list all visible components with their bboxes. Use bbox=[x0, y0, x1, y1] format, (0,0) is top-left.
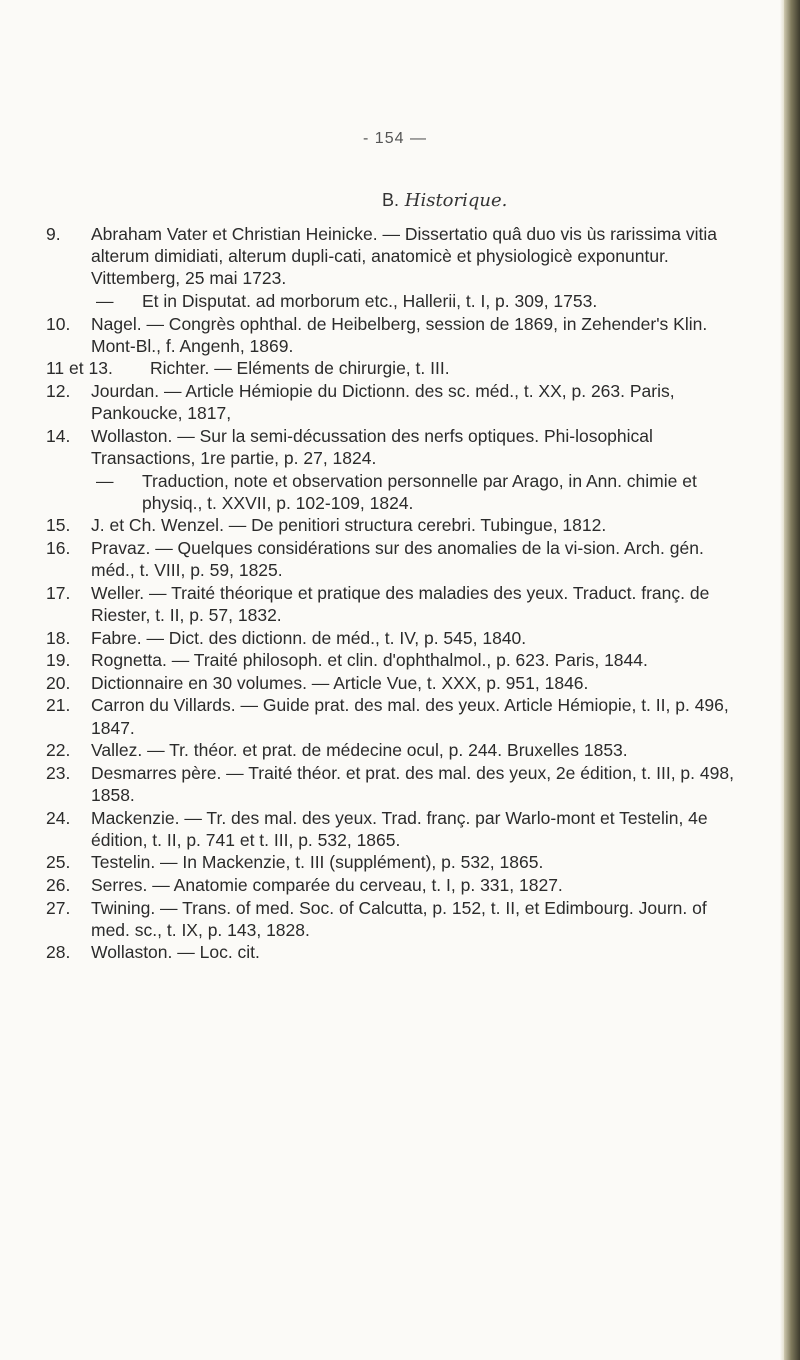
entry-number: 24. bbox=[46, 807, 71, 828]
entry-text: Richter. — Eléments de chirurgie, t. III. bbox=[150, 358, 450, 379]
bib-entry-11-13 bbox=[0, 357, 790, 379]
bib-entry-14-sub bbox=[0, 470, 790, 514]
entry-text: J. et Ch. Wenzel. — De penitiori structura cerebri. Tubingue, 1812. bbox=[91, 515, 607, 536]
entry-number: 19. bbox=[46, 650, 71, 671]
section-label: B. bbox=[382, 190, 400, 210]
section-heading bbox=[382, 190, 507, 211]
entry-text: Abraham Vater et Christian Heinicke. — Dissertatio quâ duo vis ùs rarissima vitia alterum dimidiati, alterum dupli-cati, anatomicè et physiologicè exponuntur. Vittemberg, 25 mai 1723. bbox=[91, 224, 718, 289]
entry-text: Serres. — Anatomie comparée du cerveau, t. I, p. 331, 1827. bbox=[91, 874, 563, 895]
entry-number: 9. bbox=[46, 224, 61, 244]
entry-text: Pravaz. — Quelques considérations sur des anomalies de la vi-sion. Arch. gén. méd., t. VIII, p. 59, 1825. bbox=[91, 537, 704, 581]
entry-number: 11 et 13. bbox=[46, 358, 113, 379]
entry-text: Weller. — Traité théorique et pratique des maladies des yeux. Traduct. franç. de Riester, t. II, p. 57, 1832. bbox=[91, 582, 710, 625]
entry-number: 27. bbox=[46, 897, 71, 918]
entry-number: 20. bbox=[46, 672, 71, 693]
entry-text: Nagel. — Congrès ophthal. de Heibelberg, session de 1869, in Zehender's Klin. Mont-Bl., f. Angenh, 1869. bbox=[91, 313, 708, 356]
entry-text: Twining. — Trans. of med. Soc. of Calcutta, p. 152, t. II, et Edimbourg. Journ. of med. sc., t. IX, p. 143, 1828. bbox=[91, 897, 707, 940]
bib-entry-9-sub bbox=[0, 290, 790, 312]
entry-text: Jourdan. — Article Hémiopie du Dictionn. des sc. méd., t. XX, p. 263. Paris, Pankoucke, 1817, bbox=[91, 380, 675, 424]
entry-number: 16. bbox=[46, 537, 71, 558]
entry-number: 25. bbox=[46, 852, 71, 873]
entry-text: Traduction, note et observation personnelle par Arago, in Ann. chimie et physiq., t. XXVII, p. 102-109, 1824. bbox=[142, 470, 697, 513]
bib-entry-15 bbox=[0, 514, 790, 536]
entry-text: Carron du Villards. — Guide prat. des mal. des yeux. Article Hémiopie, t. II, p. 496, 1847. bbox=[91, 695, 729, 738]
page-number: - 154 — bbox=[363, 130, 427, 147]
entry-text: Vallez. — Tr. théor. et prat. de médecine ocul, p. 244. Bruxelles 1853. bbox=[91, 740, 628, 761]
entry-text: Wollaston. — Sur la semi-décussation des nerfs optiques. Phi-losophical Transactions, 1re partie, p. 27, 1824. bbox=[91, 425, 653, 468]
bib-entry-17 bbox=[0, 582, 790, 626]
bib-entry-21 bbox=[0, 694, 790, 738]
entry-number: 28. bbox=[46, 942, 71, 963]
entry-text: Testelin. — In Mackenzie, t. III (supplément), p. 532, 1865. bbox=[91, 852, 544, 873]
entry-text: Wollaston. — Loc. cit. bbox=[91, 942, 260, 963]
bib-entry-20 bbox=[0, 672, 790, 694]
entry-number: 26. bbox=[46, 874, 71, 895]
bibliography-list bbox=[0, 223, 790, 964]
entry-ditto: — bbox=[96, 291, 114, 311]
entry-text: Desmarres père. — Traité théor. et prat. des mal. des yeux, 2e édition, t. III, p. 498, 1858. bbox=[91, 762, 734, 805]
bib-entry-22 bbox=[0, 739, 790, 761]
bib-entry-28 bbox=[0, 941, 790, 963]
bib-entry-18 bbox=[0, 627, 790, 649]
bib-entry-14 bbox=[0, 425, 790, 469]
entry-text: Rognetta. — Traité philosoph. et clin. d'ophthalmol., p. 623. Paris, 1844. bbox=[91, 650, 648, 671]
entry-number: 14. bbox=[46, 425, 71, 446]
bib-entry-12 bbox=[0, 380, 790, 424]
entry-number: 17. bbox=[46, 582, 71, 603]
bib-entry-10 bbox=[0, 313, 790, 357]
bib-entry-27 bbox=[0, 897, 790, 941]
bib-entry-23 bbox=[0, 762, 790, 806]
entry-text: Dictionnaire en 30 volumes. — Article Vue, t. XXX, p. 951, 1846. bbox=[91, 672, 589, 693]
entry-number: 23. bbox=[46, 762, 71, 783]
bib-entry-25 bbox=[0, 851, 790, 873]
entry-text: Mackenzie. — Tr. des mal. des yeux. Trad. franç. par Warlo-mont et Testelin, 4e édition, t. II, p. 741 et t. III, p. 532, 1865. bbox=[91, 807, 708, 850]
entry-number: 22. bbox=[46, 740, 71, 761]
entry-number: 18. bbox=[46, 627, 71, 648]
entry-text: Et in Disputat. ad morborum etc., Hallerii, t. I, p. 309, 1753. bbox=[142, 291, 598, 311]
bib-entry-24 bbox=[0, 807, 790, 851]
bib-entry-26 bbox=[0, 874, 790, 896]
entry-number: 10. bbox=[46, 313, 71, 334]
entry-number: 15. bbox=[46, 515, 71, 536]
entry-ditto: — bbox=[96, 470, 114, 491]
entry-number: 12. bbox=[46, 380, 71, 401]
entry-text: Fabre. — Dict. des dictionn. de méd., t. IV, p. 545, 1840. bbox=[91, 627, 527, 648]
section-title: Historique. bbox=[404, 190, 508, 211]
bib-entry-16 bbox=[0, 537, 790, 581]
entry-number: 21. bbox=[46, 695, 71, 716]
bib-entry-9 bbox=[0, 223, 790, 290]
bib-entry-19 bbox=[0, 649, 790, 671]
